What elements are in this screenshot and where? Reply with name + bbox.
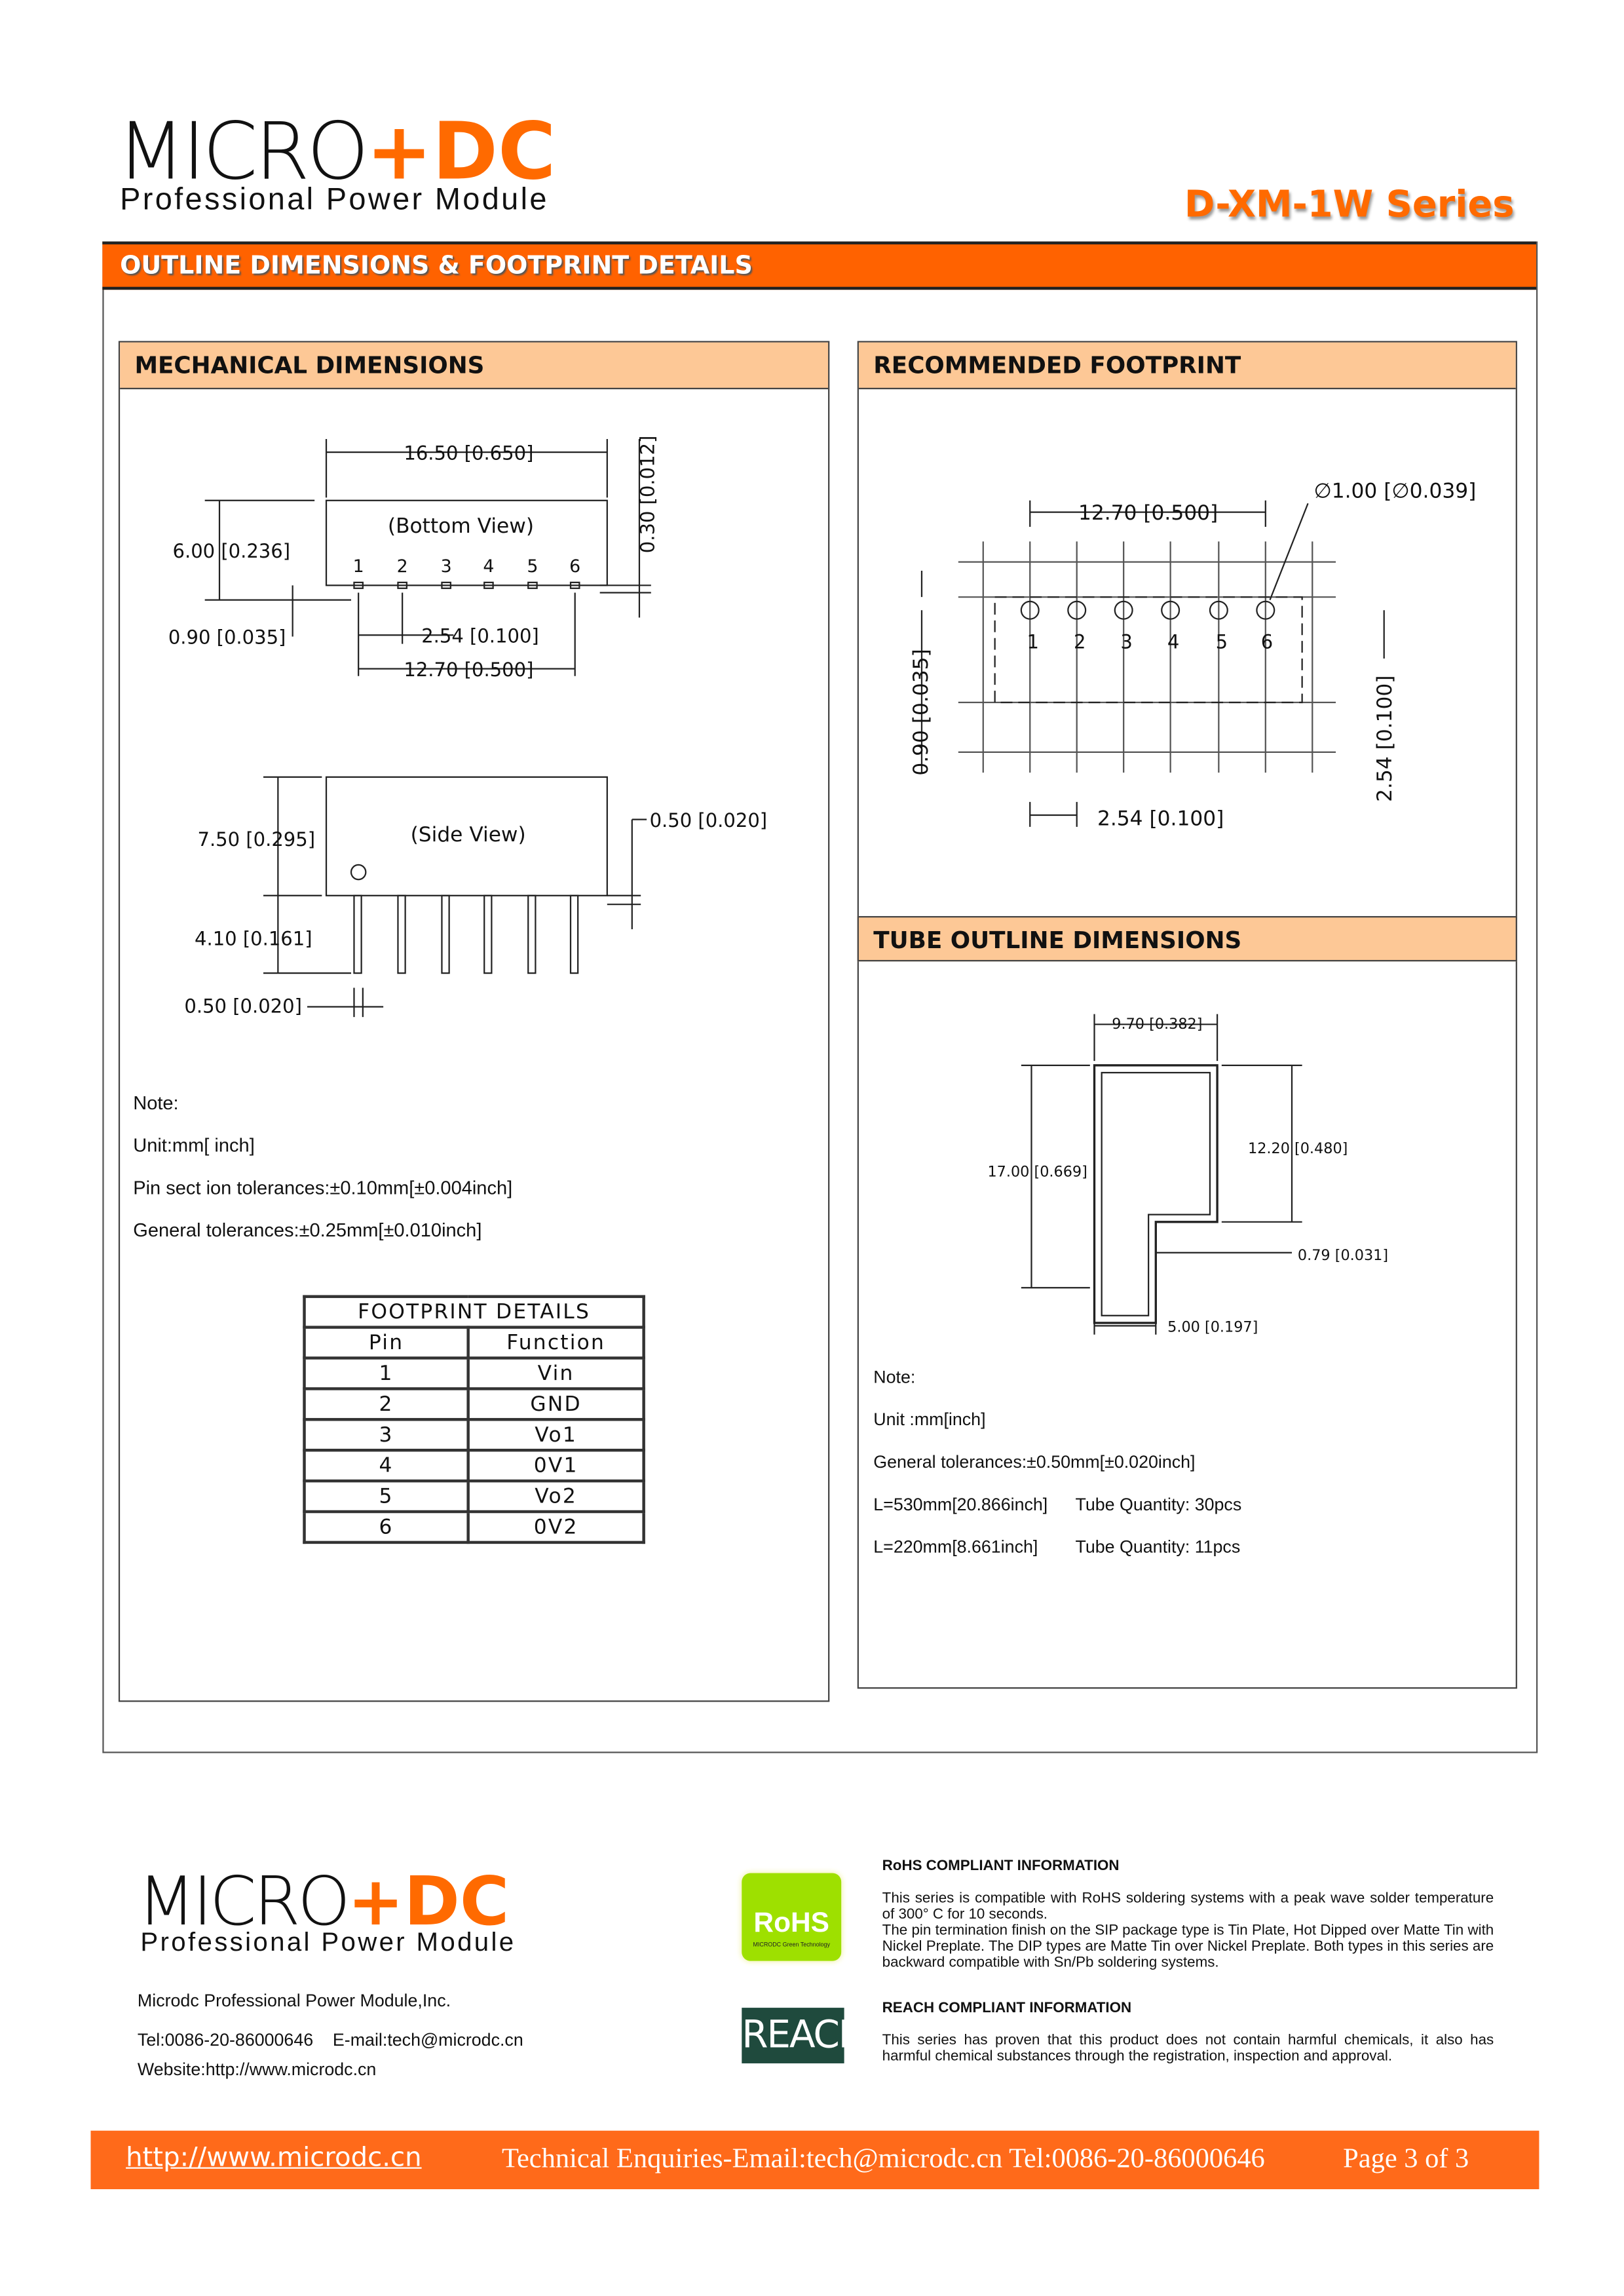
pin-label: 4 xyxy=(1167,630,1180,653)
dim-fp-span: 12.70 [0.500] xyxy=(1078,501,1218,525)
reach-badge: REACH xyxy=(742,2008,844,2063)
company-name: Microdc Professional Power Module,Inc. xyxy=(137,1990,451,2011)
note-line: General tolerances:±0.50mm[±0.020inch] xyxy=(873,1451,1196,1472)
footprint-details-table xyxy=(303,1295,645,1544)
dim-body-height: 7.50 [0.295] xyxy=(197,828,316,851)
company-website: Website:http://www.microdc.cn xyxy=(137,2059,377,2080)
side-pins xyxy=(354,896,578,973)
tube-notes xyxy=(873,1356,1241,1569)
dim-fp-pitch: 2.54 [0.100] xyxy=(1097,807,1224,831)
logo-tagline: Professional Power Module xyxy=(120,183,549,217)
dim-fp-row: 2.54 [0.100] xyxy=(1372,675,1397,802)
dim-span: 12.70 [0.500] xyxy=(404,658,534,681)
page-number: Page 3 of 3 xyxy=(1343,2143,1469,2175)
mechanical-heading: MECHANICAL DIMENSIONS xyxy=(120,343,828,389)
tube-length-row: L=220mm[8.661inch] Tube Quantity: 11pcs xyxy=(873,1536,1241,1558)
pin-label: 6 xyxy=(569,556,581,577)
table-row: 4 0V1 xyxy=(305,1450,644,1481)
footprint-pin-labels xyxy=(1027,630,1273,653)
note-line: Unit :mm[inch] xyxy=(873,1409,986,1430)
company-contact: Tel:0086-20-86000646 E-mail:tech@microdc.cn xyxy=(137,2029,523,2050)
footer-bar xyxy=(90,2131,1539,2189)
dim-standoff: 0.50 [0.020] xyxy=(649,809,768,832)
table-title: FOOTPRINT DETAILS xyxy=(305,1297,644,1328)
pin-label: 2 xyxy=(396,556,408,577)
note-line: Unit:mm[ inch] xyxy=(133,1134,255,1157)
module-bottom-outline xyxy=(326,501,607,586)
tube-length-row: L=530mm[20.866inch] Tube Quantity: 30pcs xyxy=(873,1494,1242,1515)
tube-heading: TUBE OUTLINE DIMENSIONS xyxy=(858,916,1517,961)
footprint-outline xyxy=(995,597,1302,702)
dim-edge: 0.90 [0.035] xyxy=(168,626,286,649)
pin-label: 6 xyxy=(1260,630,1274,653)
pin-label: 2 xyxy=(1073,630,1086,653)
reach-info: REACH COMPLIANT INFORMATION This series has proven that this product does not contain harmful chemicals, it also has harmful chemical substances through the registration, inspection and approval. xyxy=(882,2000,1494,2065)
table-row: 1 Vin xyxy=(305,1358,644,1389)
section-title-bar: OUTLINE DIMENSIONS & FOOTPRINT DETAILS xyxy=(102,241,1536,290)
dim-fp-edge: 0.90 [0.035] xyxy=(909,649,933,776)
logo-dc-text: +DC xyxy=(366,105,556,198)
footprint-holes xyxy=(1021,602,1274,619)
series-title: D-XM-1W Series xyxy=(1184,183,1515,225)
dim-pin-width: 0.50 [0.020] xyxy=(184,995,302,1018)
dim-thickness: 0.30 [0.012] xyxy=(636,435,659,554)
footer-enquiries: Technical Enquiries-Email:tech@microdc.cn Tel:0086-20-86000646 xyxy=(502,2143,1265,2175)
side-view-label: (Side View) xyxy=(410,823,526,847)
footer-url-link[interactable]: http://www.microdc.cn xyxy=(126,2142,422,2173)
table-header: Pin xyxy=(305,1328,468,1358)
pin-label: 1 xyxy=(1027,630,1039,653)
note-line: Note: xyxy=(133,1092,179,1114)
footer-tagline: Professional Power Module xyxy=(140,1927,516,1957)
pin-label: 5 xyxy=(527,556,538,577)
note-line: General tolerances:±0.25mm[±0.010inch] xyxy=(133,1219,482,1241)
table-row: 2 GND xyxy=(305,1388,644,1419)
dim-pitch: 2.54 [0.100] xyxy=(421,624,539,647)
pin-label: 5 xyxy=(1215,630,1228,653)
table-row: 6 0V2 xyxy=(305,1512,644,1542)
dim-tube-lower: 5.00 [0.197] xyxy=(1167,1318,1258,1336)
dim-tube-height: 17.00 [0.669] xyxy=(987,1163,1087,1181)
note-line: Pin sect ion tolerances:±0.10mm[±0.004inch] xyxy=(133,1176,513,1199)
mechanical-notes xyxy=(133,1081,512,1251)
bottom-pin-labels xyxy=(353,556,581,577)
dim-tube-width: 9.70 [0.382] xyxy=(1112,1016,1203,1033)
pin-label: 1 xyxy=(352,556,364,577)
pin-label: 3 xyxy=(440,556,452,577)
dim-pin-length: 4.10 [0.161] xyxy=(195,927,312,950)
dim-tube-wall: 0.79 [0.031] xyxy=(1297,1246,1389,1264)
table-row: 5 Vo2 xyxy=(305,1481,644,1512)
bottom-view-label: (Bottom View) xyxy=(387,514,535,538)
pin-label: 4 xyxy=(483,556,495,577)
dim-length: 16.50 [0.650] xyxy=(404,442,534,465)
footprint-heading: RECOMMENDED FOOTPRINT xyxy=(859,343,1516,389)
pin-label: 3 xyxy=(1120,630,1133,653)
footer-logo: MICRO+DC xyxy=(137,1861,510,1941)
table-row: 3 Vo1 xyxy=(305,1419,644,1450)
table-header: Function xyxy=(468,1328,644,1358)
tube-outline-outer xyxy=(1095,1065,1218,1323)
rohs-info: RoHS COMPLIANT INFORMATION This series is compatible with RoHS soldering systems with a peak wave solder temperature of 300° C for 10 seconds. The pin termination finish on the SIP package type is Tin Plate, Hot Dipped over Matte Tin with Nickel Preplate. The DIP types are Matte Tin over Nickel Preplate. Both types in this series are backward compatible with Sn/Pb soldering systems. xyxy=(882,1858,1494,1972)
logo-micro-text: MICRO xyxy=(117,105,366,198)
dim-tube-upper: 12.20 [0.480] xyxy=(1248,1139,1348,1157)
dim-hole: ∅1.00 [∅0.039] xyxy=(1313,479,1477,503)
rohs-badge: RoHS MICRODC Green Technology xyxy=(742,1873,841,1961)
note-line: Note: xyxy=(873,1366,916,1388)
dim-height: 6.00 [0.236] xyxy=(172,539,291,562)
